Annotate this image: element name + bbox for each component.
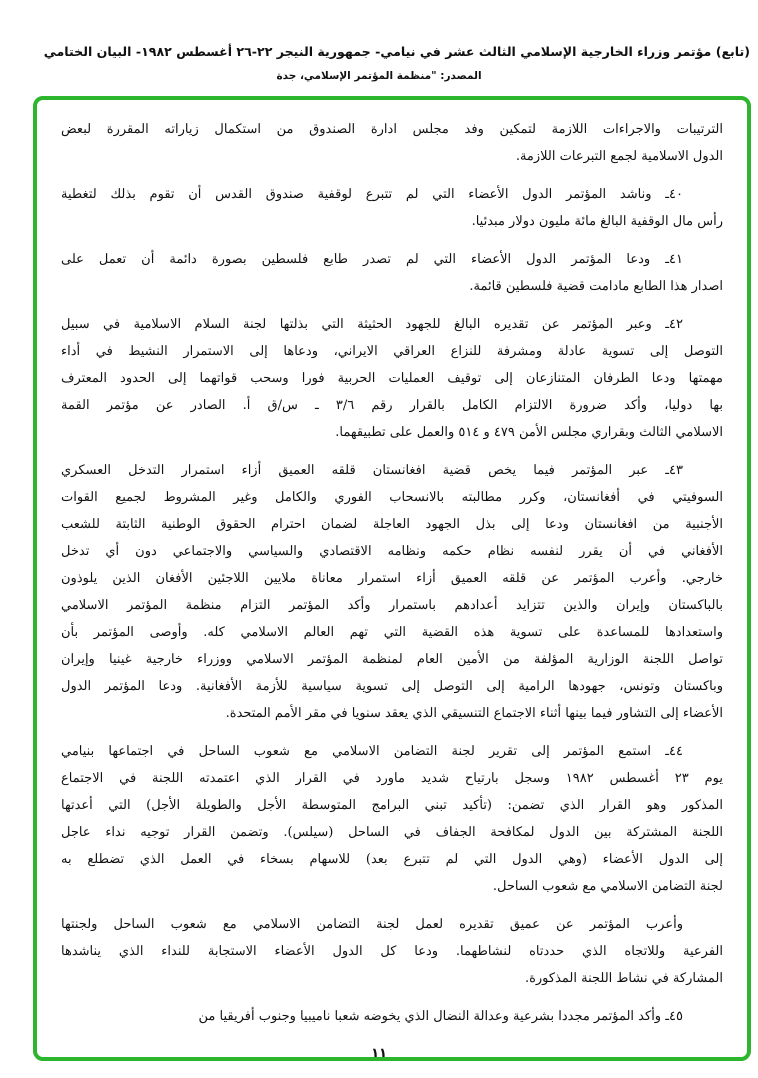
text-line: لجنة التضامن الاسلامي مع شعوب الساحل. (492, 879, 723, 894)
text-line: الاسلامي الثالث وبقراري مجلس الأمن ٤٧٩ و ٥١٤ والعمل على تطبيقهما. (335, 425, 723, 440)
paragraph (61, 738, 723, 900)
text-line: الأجنبية من افغانستان ودعا إلى بذل الجهود العاجلة لضمان احترام الحقوق الوطنية الثابتة للشعب (61, 517, 723, 532)
text-line: يوم ٢٣ أغسطس ١٩٨٢ وسجل بارتياح شديد ماورد في القرار الذي اعتمدته اللجنة في الاجتماع (61, 771, 723, 786)
text-line: ٤١ـ ودعا المؤتمر الدول الأعضاء التي لم تصدر طابع فلسطين بصورة دائمة أن تعمل على (61, 252, 683, 267)
text-line: بها دوليا، وأكد ضرورة الالتزام الكامل بالقرار رقم ٣/٦ ـ س/ق أ. الصادر عن مؤتمر القمة (61, 398, 723, 413)
text-line: خارجي. وأعرب المؤتمر عن قلقه العميق أزاء استمرار معاناة ملايين اللاجئين الأفغان الذين يلوذون (61, 571, 723, 586)
text-line: إلى الدول الأعضاء (وهي الدول التي لم تتبرع بعد) للاسهام بسخاء في العمل الذي تضطلع به (61, 852, 723, 867)
page-title: (تابع) مؤتمر وزراء الخارجية الإسلامي الثالث عشر في نيامي- جمهورية النيجر ٢٢-٢٦ أغسطس ١٩٨٢- البيان الختامي (43, 44, 750, 59)
text-line: واستعدادها للمساعدة على تسوية هذه القضية التي تهم العالم الاسلامي كله. وأوصى المؤتمر بأن (61, 625, 723, 640)
text-line: ٤٥ـ وأكد المؤتمر مجددا بشرعية وعدالة النضال الذي يخوضه شعبا ناميبيا وجنوب أفريقيا من (198, 1009, 683, 1024)
paragraph (61, 911, 723, 992)
paragraph (61, 311, 723, 446)
paragraph (61, 1003, 723, 1030)
text-line: اصدار هذا الطابع مادامت قضية فلسطين قائمة. (469, 279, 723, 294)
paragraph (61, 116, 723, 170)
text-line: ٤٠ـ وناشد المؤتمر الدول الأعضاء التي لم تتبرع لوقفية صندوق القدس أن تقوم بذلك لتغطية (61, 187, 683, 202)
text-line: بالباكستان وإيران والذين تتزايد أعدادهم باستمرار وأكد المؤتمر التزام منظمة المؤتمر الاسلامي (61, 598, 723, 613)
text-line: الترتيبات والاجراءات اللازمة لتمكين وفد مجلس ادارة الصندوق من استكمال زياراته المقررة لبعض (61, 122, 723, 137)
text-line: ٤٣ـ عبر المؤتمر فيما يخص قضية افغانستان قلقه العميق أزاء استمرار التدخل العسكري (61, 463, 683, 478)
text-line: رأس مال الوقفية البالغ مائة مليون دولار مبدئيا. (471, 214, 723, 229)
text-line: المشاركة في نشاط اللجنة المذكورة. (524, 971, 723, 986)
text-line: ٤٤ـ استمع المؤتمر إلى تقرير لجنة التضامن الاسلامي مع شعوب الساحل في اجتماعها بنيامي (61, 744, 683, 759)
page-number: ١١ (371, 1046, 387, 1061)
text-line: وأعرب المؤتمر عن عميق تقديره لعمل لجنة التضامن الاسلامي مع شعوب الساحل ولجنتها (61, 917, 683, 932)
text-line: مهمتها ودعا الطرفان المتنازعان إلى توقيف العمليات الحربية فورا وسحب قواتهما إلى الحدود المعترف (61, 371, 723, 386)
text-line: التوصل إلى تسوية عادلة ومشرفة للنزاع العراقي الايراني، ودعاها إلى الاستمرار النشيط في أداء (61, 344, 723, 359)
text-line: تواصل اللجنة الوزارية المؤلفة من الأمين العام لمنظمة المؤتمر الاسلامي ووزراء خارجية غينيا وإيران (61, 652, 723, 667)
text-line: ٤٢ـ وعبر المؤتمر عن تقديره البالغ للجهود الحثيثة التي بذلتها لجنة السلام الاسلامية في سبيل (61, 317, 683, 332)
paragraph (61, 246, 723, 300)
source-line: المصدر: "منظمة المؤتمر الإسلامي، جدة (276, 70, 482, 82)
text-line: اللجنة المشتركة بين الدول لمكافحة الجفاف في الساحل (سيلس). وتضمن القرار توجيه نداء عاجل (61, 825, 723, 840)
text-line: الفرعية وللاتجاه الذي حددتاه لنشاطهما. ودعا كل الدول الأعضاء الاستجابة للنداء الذي يناشدها (61, 944, 723, 959)
text-line: الأعضاء إلى التشاور فيما بينها أثناء الاجتماع التنسيقي الذي يعقد سنويا في مقر الأمم المتحدة. (225, 706, 723, 721)
text-line: الدول الاسلامية لجمع التبرعات اللازمة. (515, 149, 723, 164)
text-line: وباكستان وتونس، جهودها الرامية إلى التوصل إلى تسوية سياسية للأزمة الأفغانية. ودعا المؤتمر الدول (61, 679, 723, 694)
text-line: المذكور وهو القرار الذي تضمن: (تأكيد تبني البرامج المتوسطة الأجل والطويلة الأجل) التي أعدتها (61, 798, 723, 813)
paragraph (61, 457, 723, 727)
text-line: السوفيتي في أفغانستان، وكرر مطالبته بالانسحاب الفوري والكامل وغير المشروط لجميع القوات (61, 490, 723, 505)
text-line: الأفغاني في أن يقرر لنفسه نظام حكمه ونظامه الاقتصادي والسياسي والاجتماعي دون أي تدخل (61, 544, 723, 559)
content-frame (33, 96, 751, 1061)
paragraph (61, 181, 723, 235)
